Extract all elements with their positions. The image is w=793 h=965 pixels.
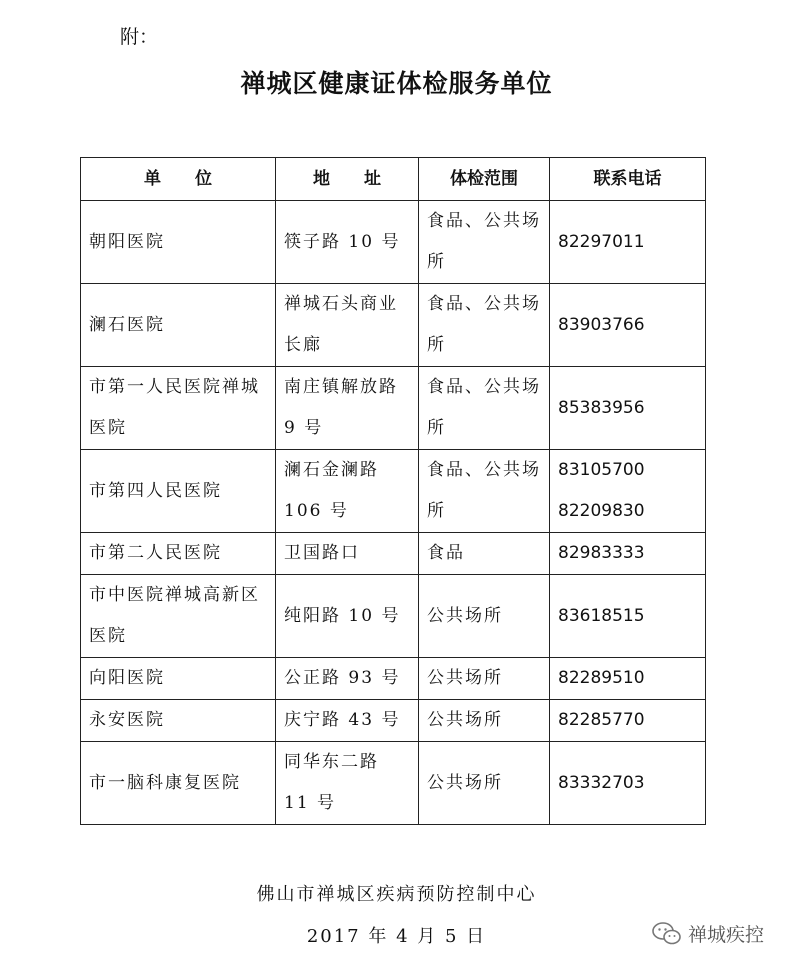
phone-number: 83105700 (558, 460, 645, 480)
phone-number: 83903766 (558, 314, 645, 335)
phone-number: 82285770 (558, 710, 645, 730)
service-units-table (80, 157, 706, 825)
phone-number: 82209830 (558, 501, 645, 521)
unit-cell: 市一脑科康复医院 (81, 742, 276, 825)
wechat-icon (652, 921, 682, 947)
table-row (81, 367, 706, 450)
scope-cell: 食品、公共场所 (419, 201, 550, 284)
phone-number: 85383956 (558, 397, 645, 418)
attachment-label: 附： (120, 26, 159, 48)
table-row (81, 742, 706, 825)
address-cell: 卫国路口 (276, 533, 419, 575)
page-title: 禅城区健康证体检服务单位 (240, 69, 553, 98)
header-phone: 联系电话 (550, 158, 706, 201)
unit-cell: 市第一人民医院禅城医院 (81, 367, 276, 450)
table-row (81, 575, 706, 658)
table-row (81, 450, 706, 533)
scope-cell: 食品、公共场所 (419, 450, 550, 533)
unit-cell: 澜石医院 (81, 284, 276, 367)
phone-cell (550, 367, 706, 450)
unit-cell: 朝阳医院 (81, 201, 276, 284)
table-row (81, 201, 706, 284)
address-cell: 南庄镇解放路 9 号 (276, 367, 419, 450)
scope-cell: 公共场所 (419, 700, 550, 742)
header-scope: 体检范围 (419, 158, 550, 201)
table-row (81, 658, 706, 700)
watermark-text: 禅城疾控 (688, 924, 765, 946)
scope-cell: 公共场所 (419, 658, 550, 700)
unit-cell: 向阳医院 (81, 658, 276, 700)
phone-number: 82297011 (558, 231, 645, 252)
scope-cell: 食品、公共场所 (419, 284, 550, 367)
address-cell: 纯阳路 10 号 (276, 575, 419, 658)
scope-cell: 食品 (419, 533, 550, 575)
address-cell: 筷子路 10 号 (276, 201, 419, 284)
phone-cell (550, 742, 706, 825)
phone-number: 82983333 (558, 543, 645, 563)
phone-cell (550, 533, 706, 575)
table-row (81, 533, 706, 575)
unit-cell: 市第二人民医院 (81, 533, 276, 575)
watermark (652, 920, 764, 947)
unit-cell: 永安医院 (81, 700, 276, 742)
issuing-organization: 佛山市禅城区疾病预防控制中心 (256, 884, 537, 905)
table-header-row (81, 158, 706, 201)
issue-date: 2017 年 4 月 5 日 (306, 926, 487, 947)
unit-cell: 市中医院禅城高新区医院 (81, 575, 276, 658)
address-cell: 同华东二路 11 号 (276, 742, 419, 825)
scope-cell: 公共场所 (419, 742, 550, 825)
phone-number: 82289510 (558, 668, 645, 688)
header-address: 地 址 (276, 158, 419, 201)
phone-cell (550, 201, 706, 284)
table-row (81, 284, 706, 367)
address-cell: 禅城石头商业长廊 (276, 284, 419, 367)
phone-number: 83332703 (558, 772, 645, 793)
address-cell: 澜石金澜路 106 号 (276, 450, 419, 533)
phone-cell (550, 284, 706, 367)
phone-cell (550, 450, 706, 533)
scope-cell: 食品、公共场所 (419, 367, 550, 450)
phone-cell (550, 575, 706, 658)
address-cell: 公正路 93 号 (276, 658, 419, 700)
table-row (81, 700, 706, 742)
address-cell: 庆宁路 43 号 (276, 700, 419, 742)
header-unit: 单 位 (81, 158, 276, 201)
phone-cell (550, 700, 706, 742)
phone-number: 83618515 (558, 605, 645, 626)
scope-cell: 公共场所 (419, 575, 550, 658)
unit-cell: 市第四人民医院 (81, 450, 276, 533)
phone-cell (550, 658, 706, 700)
